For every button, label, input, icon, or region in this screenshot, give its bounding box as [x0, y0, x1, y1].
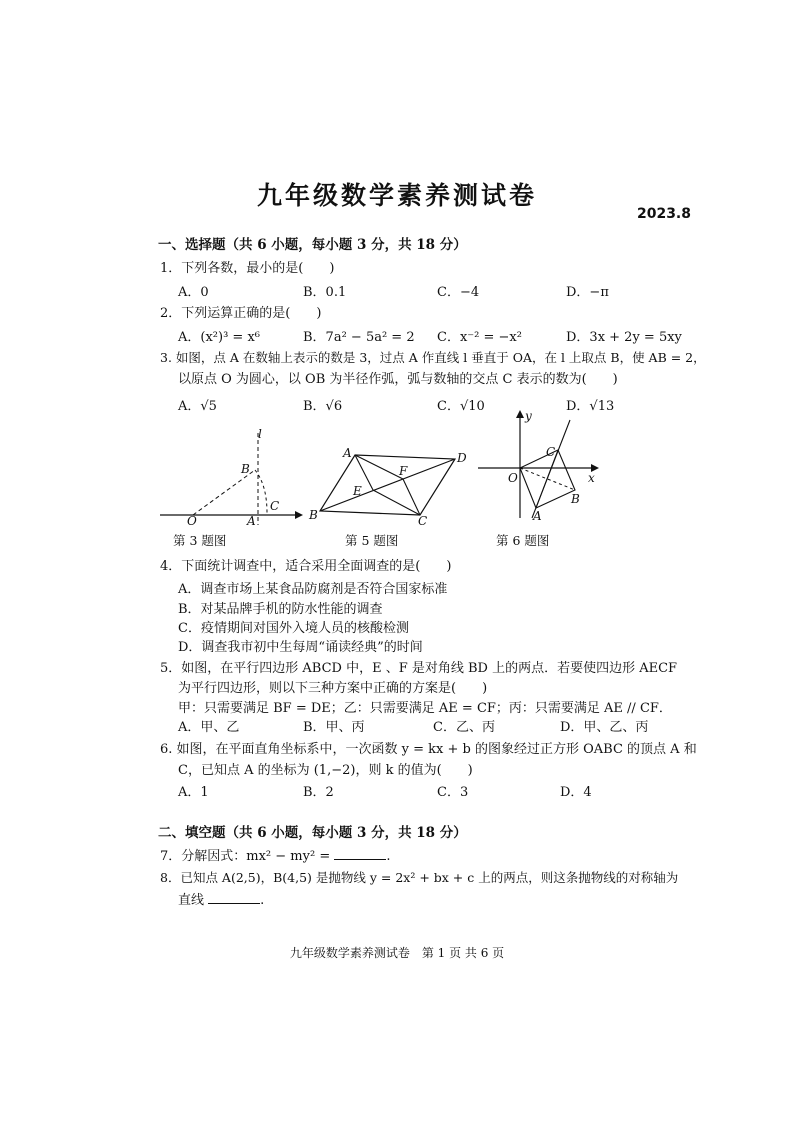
q4-option-b: B．对某品牌手机的防水性能的调查	[178, 602, 383, 617]
question-3-stem-line-1: 3. 如图，点 A 在数轴上表示的数是 3，过点 A 作直线 l 垂直于 OA，在 l 上取点 B，使 AB = 2，	[160, 350, 706, 365]
fig5-label-e: E	[353, 484, 362, 498]
figure-3-diagram	[155, 425, 305, 530]
q2-option-b: B．7a² − 5a² = 2	[303, 330, 415, 345]
fig3-label-b: B	[241, 462, 250, 476]
q3-option-a: A．√5	[178, 399, 217, 414]
q1-option-d: D．−π	[566, 285, 609, 300]
q2-option-a: A．(x²)³ = x⁶	[178, 330, 260, 345]
question-5-stem-line-1: 5．如图，在平行四边形 ABCD 中，E 、F 是对角线 BD 上的两点．若要使四边形 AECF	[160, 661, 678, 676]
fig5-label-b: B	[309, 508, 318, 522]
question-3-stem-line-2: 以原点 O 为圆心，以 OB 为半径作弧，弧与数轴的交点 C 表示的数为( )	[178, 372, 618, 387]
fig6-label-o: O	[508, 471, 518, 485]
figure-6-caption: 第 6 题图	[496, 533, 550, 548]
q2-option-d: D．3x + 2y = 5xy	[566, 330, 682, 345]
question-8-stem-line-1: 8．已知点 A(2,5)，B(4,5) 是抛物线 y = 2x² + bx + c 上的两点，则这条抛物线的对称轴为	[160, 870, 679, 885]
q6-option-b: B．2	[303, 785, 334, 800]
figure-5-diagram	[305, 445, 475, 528]
question-5-stem-line-2: 为平行四边形，则以下三种方案中正确的方案是( )	[178, 681, 488, 696]
q2-option-c: C．x⁻² = −x²	[437, 330, 522, 345]
fig3-label-o: O	[187, 514, 197, 528]
fig5-label-f: F	[399, 464, 408, 478]
question-6-stem-line-1: 6. 如图，在平面直角坐标系中，一次函数 y = kx + b 的图象经过正方形 OABC 的顶点 A 和	[160, 742, 697, 757]
fig6-label-b: B	[571, 492, 580, 506]
fig3-label-a: A	[247, 514, 256, 528]
q5-option-d: D．甲、乙、丙	[560, 720, 649, 735]
section-2-heading: 二、填空题（共 6 小题，每小题 3 分，共 18 分）	[158, 825, 467, 841]
q3-option-b: B．√6	[303, 399, 343, 414]
question-8-stem-line-2: 直线	[178, 893, 205, 908]
question-2-stem: 2．下列运算正确的是( )	[160, 306, 322, 321]
q3-option-c: C．√10	[437, 399, 485, 414]
q6-option-d: D．4	[560, 785, 592, 800]
figure-6-diagram	[478, 408, 603, 523]
q5-option-c: C．乙、丙	[433, 720, 495, 735]
q5-option-a: A．甲、乙	[178, 720, 240, 735]
question-1-stem: 1．下列各数，最小的是( )	[160, 261, 335, 276]
question-8-answer-blank[interactable]	[208, 891, 260, 904]
q1-option-a: A．0	[178, 285, 209, 300]
fig6-label-c: C	[546, 445, 556, 459]
q4-option-d: D．调查我市初中生每周“诵读经典”的时间	[178, 640, 423, 655]
question-7-answer-blank[interactable]	[334, 847, 386, 860]
section-1-heading: 一、选择题（共 6 小题，每小题 3 分，共 18 分）	[158, 237, 467, 253]
q4-option-a: A．调查市场上某食品防腐剂是否符合国家标准	[178, 582, 448, 597]
fig5-label-c: C	[418, 514, 428, 528]
q6-option-c: C．3	[437, 785, 469, 800]
question-5-stem-line-3: 甲：只需要满足 BF = DE；乙：只需要满足 AE = CF；丙：只需要满足 AE // CF．	[178, 701, 672, 716]
fig5-label-d: D	[457, 451, 467, 465]
fig5-label-a: A	[343, 446, 352, 460]
question-7-stem: 7．分解因式：mx² − my² =	[160, 849, 331, 864]
q6-option-a: A．1	[178, 785, 209, 800]
fig6-label-x: x	[588, 471, 595, 485]
page-footer: 九年级数学素养测试卷 第 1 页 共 6 页	[289, 946, 505, 960]
question-7: 7．分解因式：mx² − my² = .	[160, 849, 391, 864]
q1-option-b: B．0.1	[303, 285, 347, 300]
figure-5-caption: 第 5 题图	[345, 533, 399, 548]
q1-option-c: C．−4	[437, 285, 480, 300]
fig3-label-l: l	[258, 427, 262, 441]
fig6-label-y: y	[525, 409, 532, 423]
figure-3-caption: 第 3 题图	[173, 533, 227, 548]
q4-option-c: C．疫情期间对国外入境人员的核酸检测	[178, 621, 409, 636]
fig3-label-c: C	[270, 499, 280, 513]
fig6-label-a: A	[533, 509, 542, 523]
page-title: 九年级数学素养测试卷	[256, 181, 537, 210]
question-4-stem: 4．下面统计调查中，适合采用全面调查的是( )	[160, 559, 452, 574]
q3-option-d: D．√13	[566, 399, 615, 414]
question-6-stem-line-2: C，已知点 A 的坐标为 (1,−2)，则 k 的值为( )	[178, 763, 473, 778]
question-8-line-2: 直线 .	[178, 893, 265, 908]
exam-date: 2023.8	[636, 206, 691, 222]
q5-option-b: B．甲、丙	[303, 720, 365, 735]
